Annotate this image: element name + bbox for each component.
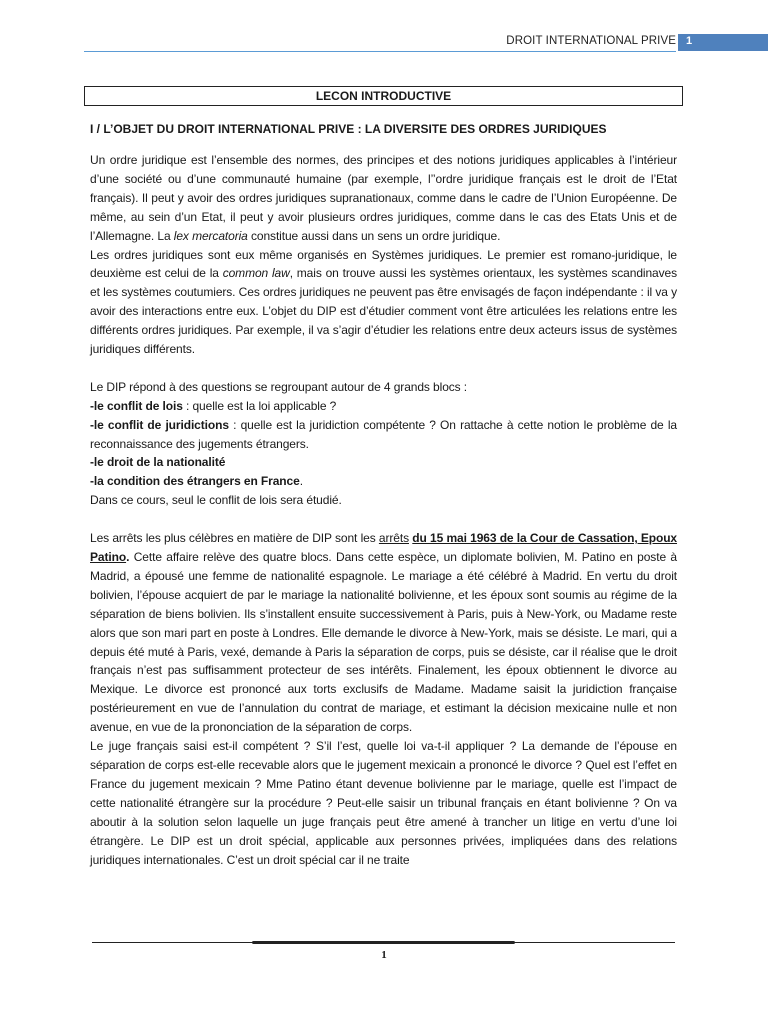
bloc-item-2 xyxy=(90,416,677,454)
paragraph-patino xyxy=(90,529,677,737)
footer-rule xyxy=(92,940,675,944)
section-heading: I / L’OBJET DU DROIT INTERNATIONAL PRIVE : LA DIVERSITE DES ORDRES JURIDIQUES xyxy=(90,122,607,136)
text: : quelle est la juridiction compétente ? On rattache à cette notion le problème de la reconnaissance des jugements étrangers. xyxy=(90,417,677,451)
bold-term: -le conflit de lois xyxy=(90,398,183,413)
arrets-link[interactable]: arrêts xyxy=(378,531,409,546)
bold-term: -la condition des étrangers en France xyxy=(90,474,300,489)
header-rule xyxy=(84,51,676,52)
bold-term: -le conflit de juridictions xyxy=(90,417,229,432)
blocs-intro: Le DIP répond à des questions se regroupant autour de 4 grands blocs : xyxy=(90,379,468,394)
bloc-item-4 xyxy=(90,472,677,491)
page-header xyxy=(0,36,768,50)
footer-page-number: 1 xyxy=(381,949,387,961)
text: Cette affaire relève des quatre blocs. Dans cette espèce, un diplomate bolivien, M. Patino en poste à Madrid, a épousé une femme de nationalité espagnole. Le mariage a été célébré à Madrid. En vertu du droit bolivien, l’épouse acquiert de par le mariage la nationalité bolivienne, et les époux sont soumis au régime de la séparation de biens bolivien. Ils s’installent ensuite successivement à Paris, puis à New-York, ou Madame reste alors que son mari part en poste à Londres. Elle demande le divorce à New-York, mais se désiste. Le mari, qui a depuis été muté à Paris, vexé, demande à Paris la séparation de corps, puis se désiste, car il réalise que le droit français n’est pas suffisamment protecteur de ses intérêts. Finalement, les époux obtiennent le divorce au Mexique. Le divorce est prononcé aux torts exclusifs de Madame. Madame saisit la juridiction française postérieurement en vue de l’annulation du contrat de mariage, et estimant la décision mexicaine nulle et non avenue, en vue de la prononciation de la séparation de corps. xyxy=(90,550,677,735)
text: , mais on trouve aussi les systèmes orientaux, les systèmes scandinaves et les systèmes coutumiers. Ces ordres juridiques ne peuvent pas être envisagés de façon indépendante : il va y avoir des interactions entre eux. L’objet du DIP est d’étudier comment vont être articulées les relations entre les différents ordres juridiques. Par exemple, il va s’agir d’étudier les relations entre deux acteurs issus de systèmes juridiques différents. xyxy=(90,266,677,357)
paragraph-systemes xyxy=(90,246,677,359)
header-title: DROIT INTERNATIONAL PRIVE xyxy=(506,35,676,47)
bold-term: -le droit de la nationalité xyxy=(90,455,226,470)
blocs-outro: Dans ce cours, seul le conflit de lois sera étudié. xyxy=(90,493,342,508)
text: : quelle est la loi applicable ? xyxy=(182,398,337,413)
text: constitue aussi dans un sens un ordre juridique. xyxy=(247,228,501,243)
header-page-box xyxy=(678,34,768,51)
italic-term: lex mercatoria xyxy=(173,228,248,243)
document-body xyxy=(90,151,677,869)
text: Les arrêts les plus célèbres en matière de DIP sont les xyxy=(90,531,379,546)
paragraph-ordre-juridique xyxy=(90,151,677,246)
header-page-number: 1 xyxy=(686,35,693,47)
text: . xyxy=(299,474,303,489)
text: Un ordre juridique est l’ensemble des normes, des principes et des notions juridiques applicables à l’intérieur d’une société ou d’une communauté humaine (par exemple, l’’ordre juridique français est le droit de l’Etat français). Il peut y avoir des ordres juridiques supranationaux, comme dans le cadre de l’Union Européenne. De même, au sein d’un Etat, il peut y avoir plusieurs ordres juridiques, comme dans le cas des Etats Unis et de l’Allemagne. La xyxy=(90,153,677,243)
italic-term: common law xyxy=(222,266,290,281)
lesson-title: LECON INTRODUCTIVE xyxy=(84,86,683,106)
bloc-item-1 xyxy=(90,397,677,416)
bold-term: . xyxy=(126,550,130,564)
paragraph-questions: Le juge français saisi est-il compétent ? S’il l’est, quelle loi va-t-il appliquer ? La demande de l’épouse en séparation de corps est-elle recevable alors que le jugement mexicain a prononcé le divorce ? Quel est l’effet en France du jugement mexicain ? Mme Patino étant devenue bolivienne par le mariage, quelle est l’impact de cette nationalité étrangère sur la procédure ? Peut-elle saisir un tribunal français en étant bolivienne ? On va aboutir à la solution selon laquelle un juge français peut être amené à trancher un litige en vertu d’une loi étrangère. Le DIP est un droit spécial, applicable aux personnes privées, impliquées dans des relations juridiques internationales. C’est un droit spécial car il ne traite xyxy=(90,739,677,867)
text: Les ordres juridiques sont eux même organisés en Systèmes juridiques. Le premier est romano-juridique, le deuxième est celui de la xyxy=(90,247,677,281)
case-reference: du 15 mai 1963 de la Cour de Cassation, Epoux Patino xyxy=(90,531,678,564)
bloc-item-3 xyxy=(90,453,677,472)
